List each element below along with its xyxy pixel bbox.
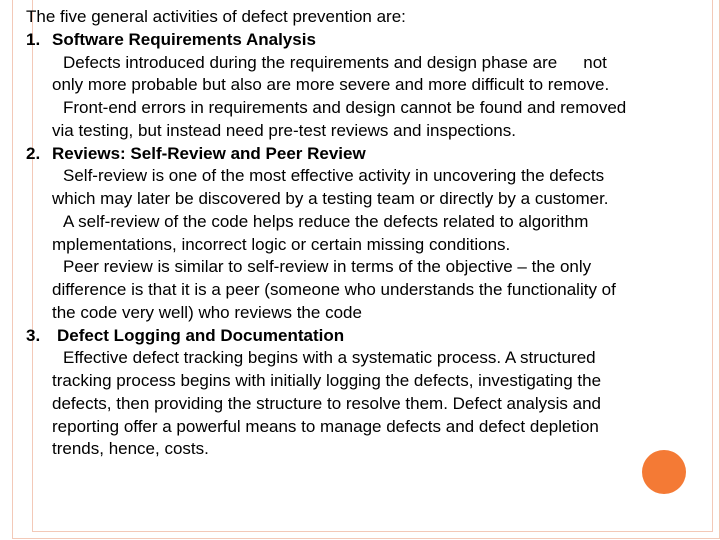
item-3-heading <box>26 325 706 348</box>
item-1-title: Software Requirements Analysis <box>52 29 316 49</box>
item-2-line-4: mplementations, incorrect logic or certain missing conditions. <box>52 234 511 254</box>
item-1-number: 1. <box>26 29 41 49</box>
item-3-title: Defect Logging and Documentation <box>57 325 345 345</box>
item-3-number: 3. <box>26 325 41 345</box>
item-3-line-2: tracking process begins with initially logging the defects, investigating the <box>52 371 602 390</box>
item-1-line-3: Front-end errors in requirements and design cannot be found and removed <box>63 98 627 117</box>
item-1-line-1-tail: not <box>583 52 607 72</box>
accent-circle <box>642 450 686 494</box>
item-2-line-7: the code very well) who reviews the code <box>52 302 362 322</box>
item-1-line-4: via testing, but instead need pre-test reviews and inspections. <box>52 120 516 140</box>
item-2-line-2: which may later be discovered by a testing team or directly by a customer. <box>52 189 609 208</box>
item-2-line-3: A self-review of the code helps reduce the defects related to algorithm <box>63 211 589 231</box>
item-2-line-5: Peer review is similar to self-review in terms of the objective – the only <box>63 257 592 277</box>
item-3-line-1: Effective defect tracking begins with a systematic process. A structured <box>63 348 596 368</box>
item-2-heading <box>26 143 706 166</box>
item-2-title: Reviews: Self-Review and Peer Review <box>52 143 366 163</box>
item-1-heading <box>26 29 706 52</box>
item-1-line-1 <box>26 52 706 75</box>
item-3-line-4: reporting offer a powerful means to manage defects and defect depletion <box>52 416 599 436</box>
item-3-line-3: defects, then providing the structure to resolve them. Defect analysis and <box>52 393 602 413</box>
item-3-line-5: trends, hence, costs. <box>52 439 209 459</box>
item-1-line-1-text: Defects introduced during the requirements and design phase are <box>63 52 558 72</box>
item-2-line-6: difference is that it is a peer (someone who understands the functionality of <box>52 280 616 299</box>
item-2-line-1: Self-review is one of the most effective activity in uncovering the defects <box>63 166 605 186</box>
slide-content <box>26 6 706 461</box>
item-2-number: 2. <box>26 143 41 163</box>
item-1-line-2: only more probable but also are more severe and more difficult to remove. <box>52 75 610 95</box>
intro-text: The five general activities of defect prevention are: <box>26 7 406 26</box>
